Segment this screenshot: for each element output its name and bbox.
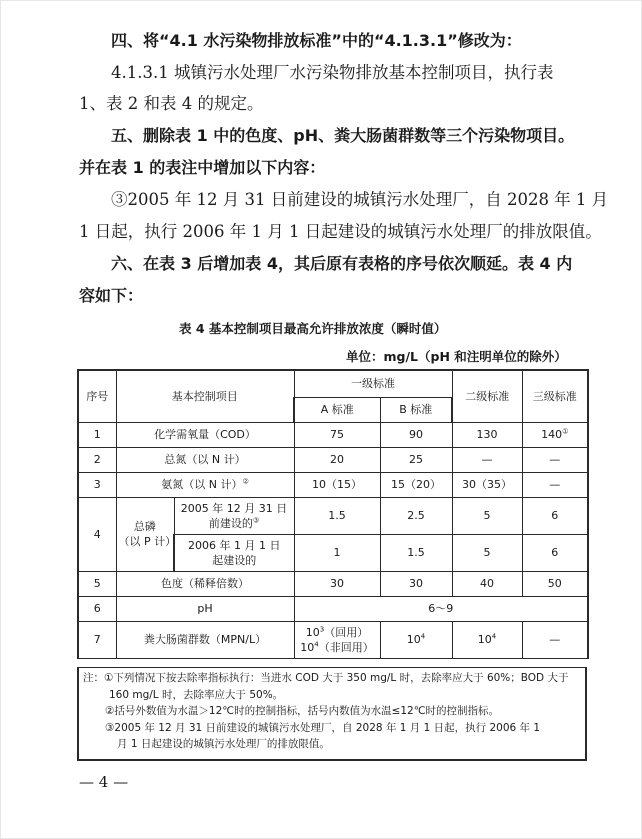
cell-g2: [452, 621, 522, 658]
cell-seq: 5: [78, 571, 116, 596]
cell-seq: 7: [78, 621, 116, 658]
power-base: 10: [406, 633, 421, 646]
cell-seq: 2: [78, 447, 116, 472]
cell-seq: 4: [78, 497, 116, 571]
cell-subitem-text: 2005 年 12 月 31 日: [180, 501, 288, 515]
cell-g2: 30（35）: [452, 472, 522, 497]
note-3-line2: 月 1 日起建设的城镇污水处理厂的排放限值。: [117, 738, 330, 750]
cell-seq: 1: [78, 422, 116, 447]
cell-g2: 5: [452, 497, 522, 534]
table-row: [78, 497, 588, 534]
note-1-line1: 注：①下列情况下按去除率指标执行：当进水 COD 大于 350 mg/L 时，去除率应大于 60%；BOD 大于: [83, 672, 569, 684]
table-unit: 单位：mg/L（pH 和注明单位的除外）: [346, 349, 567, 364]
note-mark: ①: [562, 427, 569, 436]
header-grade2: 二级标准: [452, 370, 522, 422]
cell-a: 30: [294, 571, 380, 596]
cell-a: 1.5: [294, 497, 380, 534]
cell-g3: —: [522, 621, 588, 658]
header-b: B 标准: [380, 397, 452, 422]
cell-item-group: [116, 497, 177, 571]
paragraph-5-line2: 并在表 1 的表注中增加以下内容：: [79, 158, 326, 177]
note-3-line1: ③2005 年 12 月 31 日前建设的城镇污水处理厂，自 2028 年 1 月 1 日起，执行 2006 年 1: [105, 721, 541, 734]
cell-range: 6～9: [294, 596, 588, 621]
power-exponent: 4: [420, 632, 426, 641]
cell-a: 75: [294, 422, 380, 447]
header-grade3: 三级标准: [522, 370, 588, 422]
table-row: [78, 422, 588, 447]
note-mark: ②: [242, 477, 249, 486]
cell-seq: 3: [78, 472, 116, 497]
paragraph-note3-line2: 1 日起，执行 2006 年 1 月 1 日起建设的城镇污水处理厂的排放限值。: [79, 222, 602, 241]
page-number-footer: — 4 —: [79, 773, 129, 791]
cell-note: （回用）: [324, 625, 369, 639]
cell-item-text: 总磷: [133, 520, 156, 533]
header-item: 基本控制项目: [116, 370, 294, 422]
cell-g2: 5: [452, 534, 522, 571]
cell-b: 25: [380, 447, 452, 472]
power-exponent: 3: [319, 624, 325, 633]
paragraph-6-line1: 六、在表 3 后增加表 4，其后原有表格的序号依次顺延。表 4 内: [111, 254, 573, 273]
cell-note: （非回用）: [318, 640, 374, 654]
cell-g2: 130: [452, 422, 522, 447]
note-mark: ③: [252, 515, 260, 524]
table-row: [78, 571, 588, 596]
cell-g3: 6: [522, 534, 588, 571]
emission-standards-table: [77, 369, 589, 659]
note-2: ②括号外数值为水温＞12℃时的控制指标，括号内数值为水温≤12℃时的控制指标。: [105, 705, 500, 717]
power-exponent: 4: [314, 639, 319, 648]
header-grade1: 一级标准: [294, 370, 452, 397]
page-number: 4: [98, 773, 109, 791]
cell-subitem-text: 2006 年 1 月 1 日: [188, 538, 281, 552]
table-caption: 表 4 基本控制项目最高允许排放浓度（瞬时值）: [179, 321, 447, 336]
cell-item-text: （以 P 计）: [118, 535, 177, 548]
cell-item: [116, 472, 294, 497]
power-base: 10: [300, 640, 315, 654]
cell-subitem-text: 起建设的: [212, 553, 257, 567]
cell-item: 粪大肠菌群数（MPN/L）: [116, 621, 294, 658]
cell-g2: 40: [452, 571, 522, 596]
cell-item: 总氮（以 N 计）: [116, 447, 294, 472]
cell-a: 20: [294, 447, 380, 472]
power-base: 10: [305, 625, 320, 639]
cell-a: 1: [294, 534, 380, 571]
power-exponent: 4: [491, 632, 497, 641]
cell-item: pH: [116, 596, 294, 621]
cell-g3: 50: [522, 571, 588, 596]
cell-subitem: [174, 497, 294, 534]
table-row: [78, 472, 588, 497]
cell-a: 10（15）: [294, 472, 380, 497]
table-row: [78, 621, 588, 658]
cell-b: 30: [380, 571, 452, 596]
paragraph-6-line2: 容如下：: [79, 286, 144, 305]
cell-b: [380, 621, 452, 658]
cell-b: 15（20）: [380, 472, 452, 497]
cell-a: [294, 621, 380, 658]
table-notes: [77, 667, 587, 761]
cell-item-text: 氨氮（以 N 计）: [161, 478, 243, 491]
cell-subitem: [174, 534, 294, 571]
cell-seq: 6: [78, 596, 116, 621]
cell-b: 2.5: [380, 497, 452, 534]
cell-g3: —: [522, 472, 588, 497]
paragraph-note3-line1: ③2005 年 12 月 31 日前建设的城镇污水处理厂，自 2028 年 1 月: [111, 190, 609, 209]
cell-g3: —: [522, 447, 588, 472]
power-base: 10: [477, 633, 492, 646]
cell-item: 色度（稀释倍数）: [116, 571, 294, 596]
header-a: A 标准: [294, 397, 380, 422]
paragraph-4131-line1: 4.1.3.1 城镇污水处理厂水污染物排放基本控制项目，执行表: [111, 63, 554, 82]
table-row: [78, 596, 588, 621]
cell-b: 1.5: [380, 534, 452, 571]
cell-item: 化学需氧量（COD）: [116, 422, 294, 447]
table-row: [78, 447, 588, 472]
cell-g3-value: 140: [541, 428, 563, 441]
paragraph-4: 四、将“4.1 水污染物排放标准”中的“4.1.3.1”修改为：: [111, 31, 522, 50]
cell-b: 90: [380, 422, 452, 447]
note-1-line2: 160 mg/L 时，去除率应大于 50%。: [109, 688, 284, 701]
paragraph-5-line1: 五、删除表 1 中的色度、pH、粪大肠菌群数等三个污染物项目。: [111, 126, 575, 145]
paragraph-4131-line2: 1、表 2 和表 4 的规定。: [79, 94, 264, 113]
cell-g3: 6: [522, 497, 588, 534]
cell-g2: —: [452, 447, 522, 472]
cell-g3: [522, 422, 588, 447]
cell-subitem-text: 前建设的: [208, 516, 253, 530]
table-header-row: [78, 370, 588, 397]
header-seq: 序号: [78, 370, 116, 422]
